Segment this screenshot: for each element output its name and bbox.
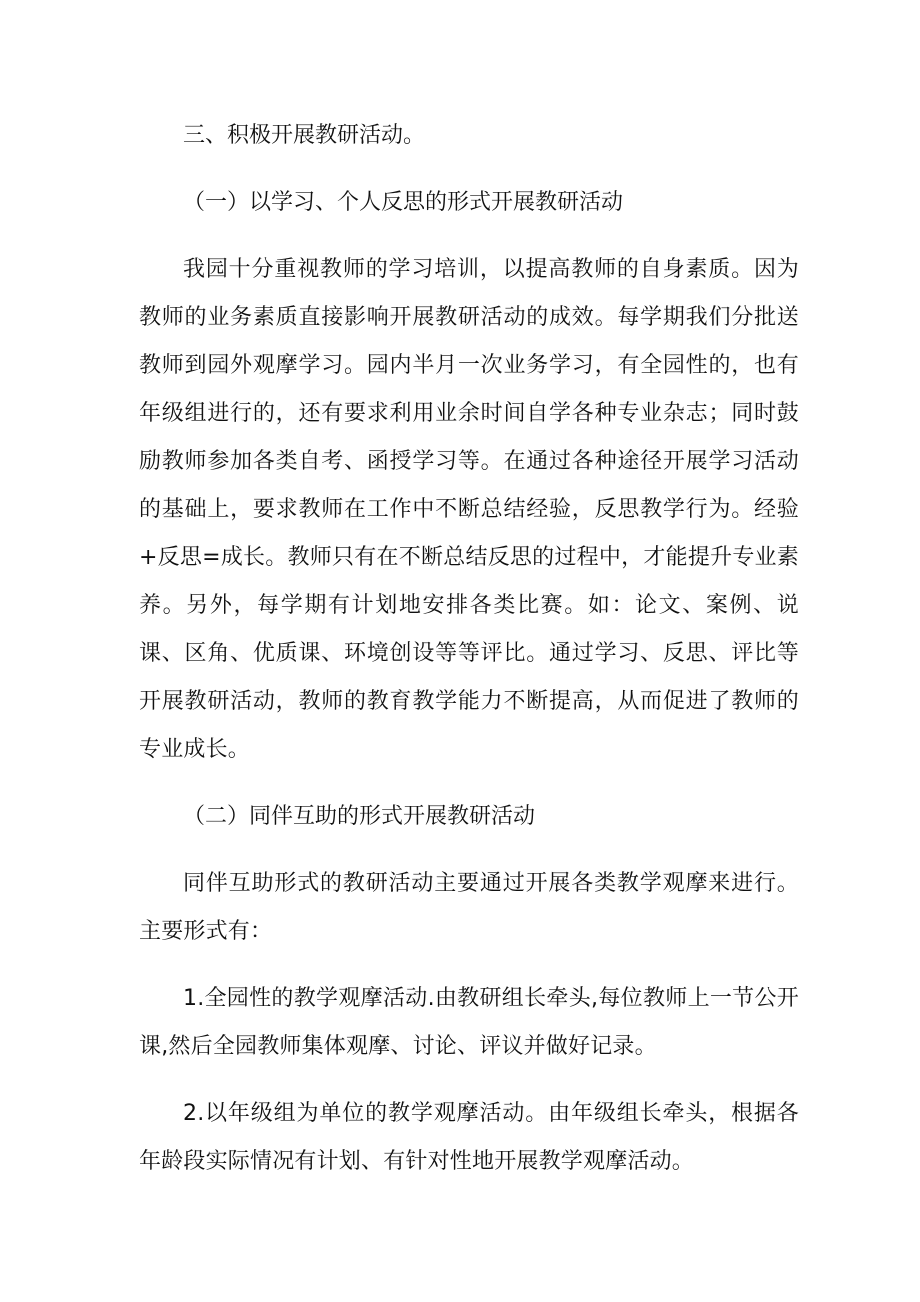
- subsection-2-title: （二）同伴互助的形式开展教研活动: [183, 804, 536, 829]
- subsection-1-paragraph: 我园十分重视教师的学习培训，以提高教师的自身素质。因为教师的业务素质直接影响开展教研活动的成效。每学期我们分批送教师到园外观摩学习。园内半月一次业务学习，有全园性的，也有年级组进行的，还有要求利用业余时间自学各种专业杂志；同时鼓励教师参加各类自考、函授学习等。在通过各种途径开展学习活动的基础上，要求教师在工作中不断总结经验，反思教学行为。经验+反思=成长。教师只有在不断总结反思的过程中，才能提升专业素养。另外，每学期有计划地安排各类比赛。如：论文、案例、说课、区角、优质课、环境创设等等评比。通过学习、反思、评比等开展教研活动，教师的教育教学能力不断提高，从而促进了教师的专业成长。: [139, 257, 799, 762]
- subsection-2-intro-paragraph: 同伴互助形式的教研活动主要通过开展各类教学观摩来进行。主要形式有：: [139, 871, 799, 944]
- list-item-2: 2.以年级组为单位的教学观摩活动。由年级组长牵头，根据各年龄段实际情况有计划、有针对性地开展教学观摩活动。: [139, 1101, 799, 1174]
- document-content: [139, 112, 799, 1186]
- subsection-1-title: （一）以学习、个人反思的形式开展教研活动: [183, 190, 624, 215]
- list-item-1: 1.全园性的教学观摩活动.由教研组长牵头,每位教师上一节公开课,然后全园教师集体观摩、讨论、评议并做好记录。: [139, 986, 799, 1059]
- section-heading: 三、积极开展教研活动。: [183, 123, 426, 148]
